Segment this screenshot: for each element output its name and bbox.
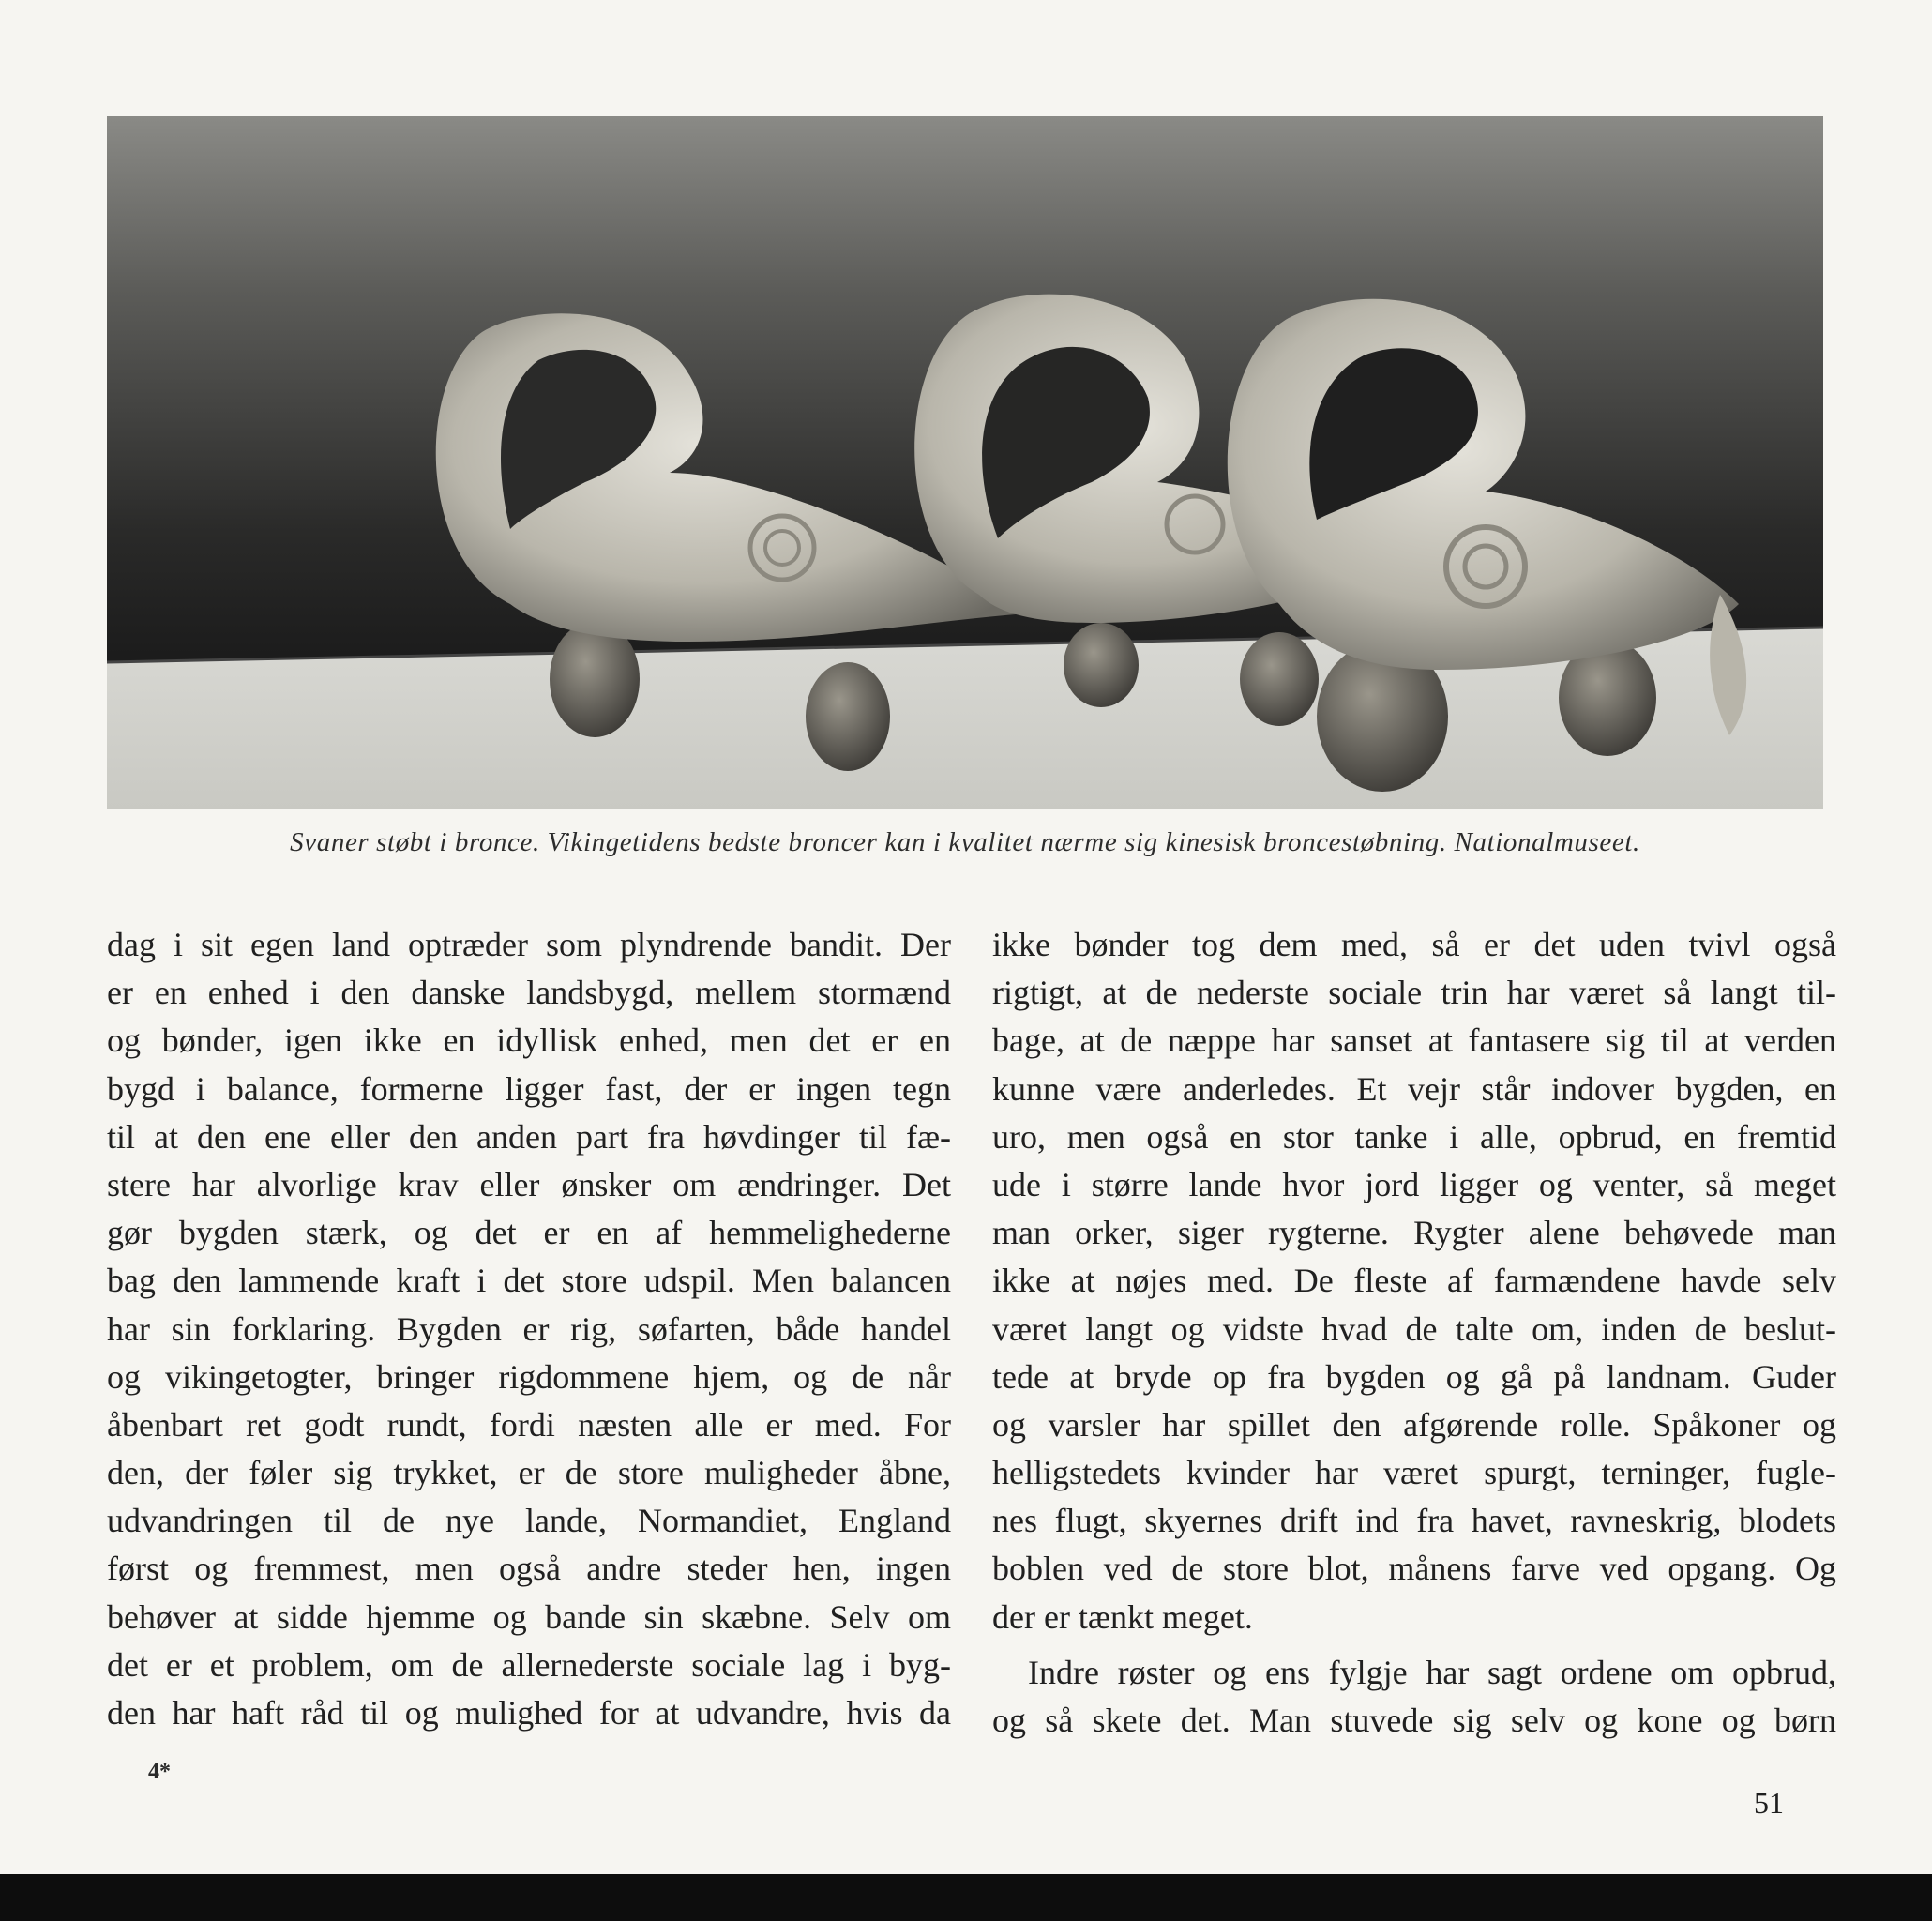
- text-line: nes flugt, skyernes drift ind fra havet, ravneskrig, blodets: [992, 1502, 1836, 1540]
- swans-illustration: [107, 116, 1823, 809]
- text-line: ikke at nøjes med. De fleste af farmændene havde selv: [992, 1262, 1836, 1300]
- bronze-swans-photo: [107, 116, 1823, 809]
- text-line: dag i sit egen land optræder som plyndrende bandit. Der: [107, 926, 951, 963]
- text-line: der er tænkt meget.: [992, 1597, 1253, 1636]
- text-line: helligstedets kvinder har været spurgt, terninger, fugle-: [992, 1454, 1836, 1492]
- text-line: og bønder, igen ikke en idyllisk enhed, men det er en: [107, 1021, 951, 1060]
- text-line: udvandringen til de nye lande, Normandiet, England: [107, 1502, 951, 1540]
- text-line: bag den lammende kraft i det store udspil. Men balancen: [107, 1262, 951, 1300]
- text-line: ude i større lande hvor jord ligger og venter, så meget: [992, 1165, 1836, 1203]
- text-line: den har haft råd til og mulighed for at udvandre, hvis da: [107, 1694, 951, 1732]
- text-line: har sin forklaring. Bygden er rig, søfarten, både handel: [107, 1309, 951, 1348]
- text-line: den, der føler sig trykket, er de store muligheder åbne,: [107, 1454, 951, 1492]
- text-line: bage, at de næppe har sanset at fantasere sig til at verden: [992, 1021, 1836, 1060]
- scan-bottom-border: [0, 1874, 1932, 1921]
- text-line: man orker, siger rygterne. Rygter alene behøvede man: [992, 1214, 1836, 1252]
- signature-mark: 4*: [148, 1760, 171, 1784]
- text-column-left: [107, 921, 951, 1737]
- text-line: uro, men også en stor tanke i alle, opbrud, en fremtid: [992, 1117, 1836, 1156]
- text-line: Indre røster og ens fylgje har sagt ordene om opbrud,: [1028, 1653, 1836, 1691]
- text-line: og så skete det. Man stuvede sig selv og kone og børn: [992, 1702, 1836, 1739]
- text-line: og varsler har spillet den afgørende rolle. Spåkoner og: [992, 1405, 1836, 1444]
- text-line: til at den ene eller den anden part fra høvdinger til fæ-: [107, 1117, 951, 1156]
- text-line: er en enhed i den danske landsbygd, mellem stormænd: [107, 974, 951, 1012]
- text-line: åbenbart ret godt rundt, fordi næsten alle er med. For: [107, 1405, 951, 1444]
- text-column-right: [992, 921, 1836, 1745]
- text-line: kunne være anderledes. Et vejr står indover bygden, en: [992, 1069, 1836, 1108]
- text-line: først og fremmest, men også andre steder hen, ingen: [107, 1550, 951, 1588]
- paragraph-gap: [992, 1641, 1836, 1649]
- text-line: bygd i balance, formerne ligger fast, der er ingen tegn: [107, 1069, 951, 1108]
- text-line: behøver at sidde hjemme og bande sin skæbne. Selv om: [107, 1597, 951, 1636]
- page-number: 51: [1754, 1786, 1784, 1820]
- text-line: rigtigt, at de nederste sociale trin har været så langt til-: [992, 974, 1836, 1012]
- text-line: og vikingetogter, bringer rigdommene hjem, og de når: [107, 1357, 951, 1396]
- text-line: tede at bryde op fra bygden og gå på landnam. Guder: [992, 1357, 1836, 1396]
- text-line: gør bygden stærk, og det er en af hemmelighederne: [107, 1214, 951, 1252]
- text-line: det er et problem, om de allernederste sociale lag i byg-: [107, 1645, 951, 1684]
- text-line: ikke bønder tog dem med, så er det uden tvivl også: [992, 926, 1836, 963]
- text-line: stere har alvorlige krav eller ønsker om ændringer. Det: [107, 1165, 951, 1203]
- text-line: boblen ved de store blot, månens farve ved opgang. Og: [992, 1550, 1836, 1588]
- figure-caption: Svaner støbt i bronce. Vikingetidens bedste broncer kan i kvalitet nærme sig kinesisk broncestøbning. Nationalmuseet.: [290, 827, 1640, 857]
- text-line: været langt og vidste hvad de talte om, inden de beslut-: [992, 1309, 1836, 1348]
